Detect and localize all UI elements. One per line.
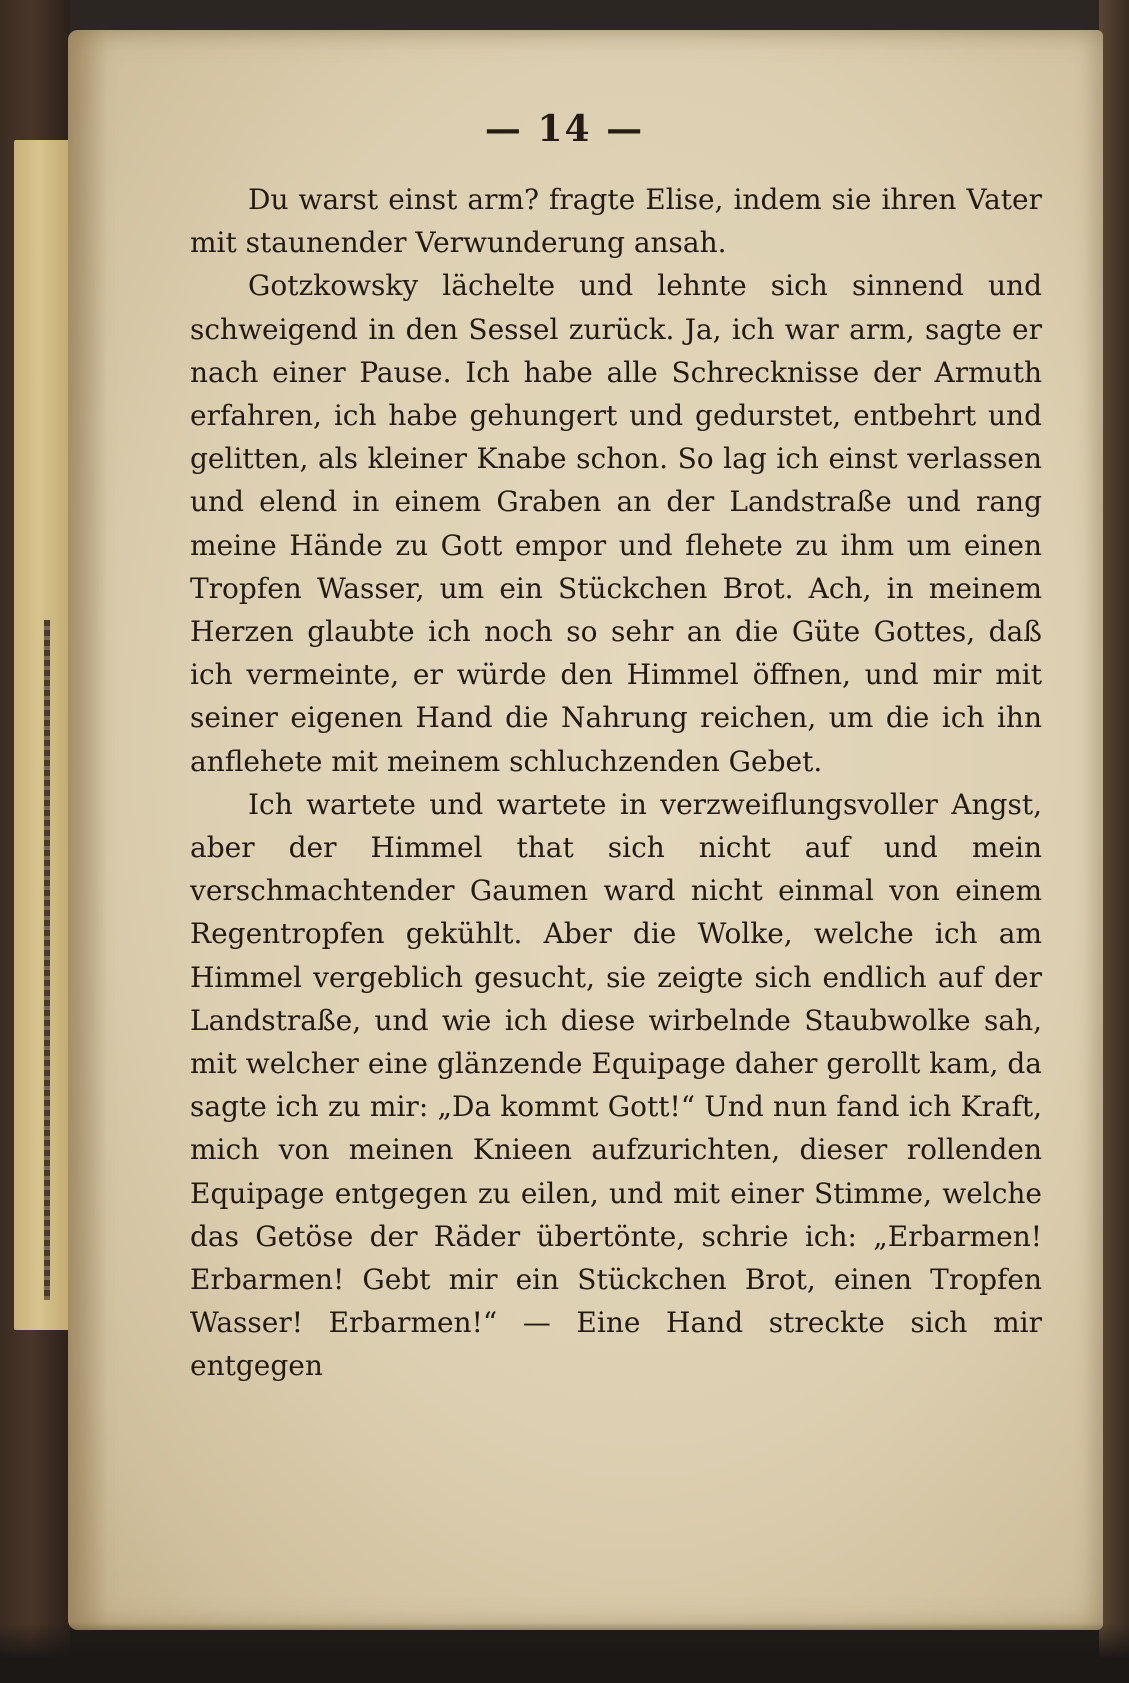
bottom-shadow	[0, 1623, 1129, 1683]
page-gutter-shadow	[68, 30, 108, 1630]
binding-thread	[44, 620, 50, 1300]
book-cover-right-edge	[1099, 0, 1129, 1683]
paragraph-1: Du warst einst arm? fragte Elise, indem sie ihren Vater mit staunender Verwunderung ansah.	[190, 183, 1042, 260]
body-text	[190, 178, 1042, 1388]
paragraph-2: Gotzkowsky lächelte und lehnte sich sinnend und schweigend in den Sessel zurück. Ja, ich war arm, sagte er nach einer Pause. Ich habe alle Schrecknisse der Armuth erfahren, ich habe gehungert und gedurstet, entbehrt und gelitten, als kleiner Knabe schon. So lag ich einst verlassen und elend in einem Graben an der Landstraße und rang meine Hände zu Gott empor und flehete zu ihm um einen Tropfen Wasser, um ein Stückchen Brot. Ach, in meinem Herzen glaubte ich noch so sehr an die Güte Gottes, daß ich vermeinte, er würde den Himmel öffnen, und mir mit seiner eigenen Hand die Nahrung reichen, um die ich ihn anflehete mit meinem schluchzenden Gebet.	[190, 269, 1042, 778]
page-number: — 14 —	[484, 108, 645, 150]
paragraph-3: Ich wartete und wartete in verzweiflungsvoller Angst, aber der Himmel that sich nicht auf und mein verschmachtender Gaumen ward nicht einmal von einem Regentropfen gekühlt. Aber die Wolke, welche ich am Himmel vergeblich gesucht, sie zeigte sich endlich auf der Landstraße, und wie ich diese wirbelnde Staubwolke sah, mit welcher eine glänzende Equipage daher gerollt kam, da sagte ich zu mir: „Da kommt Gott!“ Und nun fand ich Kraft, mich von meinen Knieen aufzurichten, dieser rollenden Equipage entgegen zu eilen, und mit einer Stimme, welche das Getöse der Räder übertönte, schrie ich: „Erbarmen! Erbarmen! Gebt mir ein Stückchen Brot, einen Tropfen Wasser! Erbarmen!“ — Eine Hand streckte sich mir entgegen	[190, 787, 1042, 1383]
